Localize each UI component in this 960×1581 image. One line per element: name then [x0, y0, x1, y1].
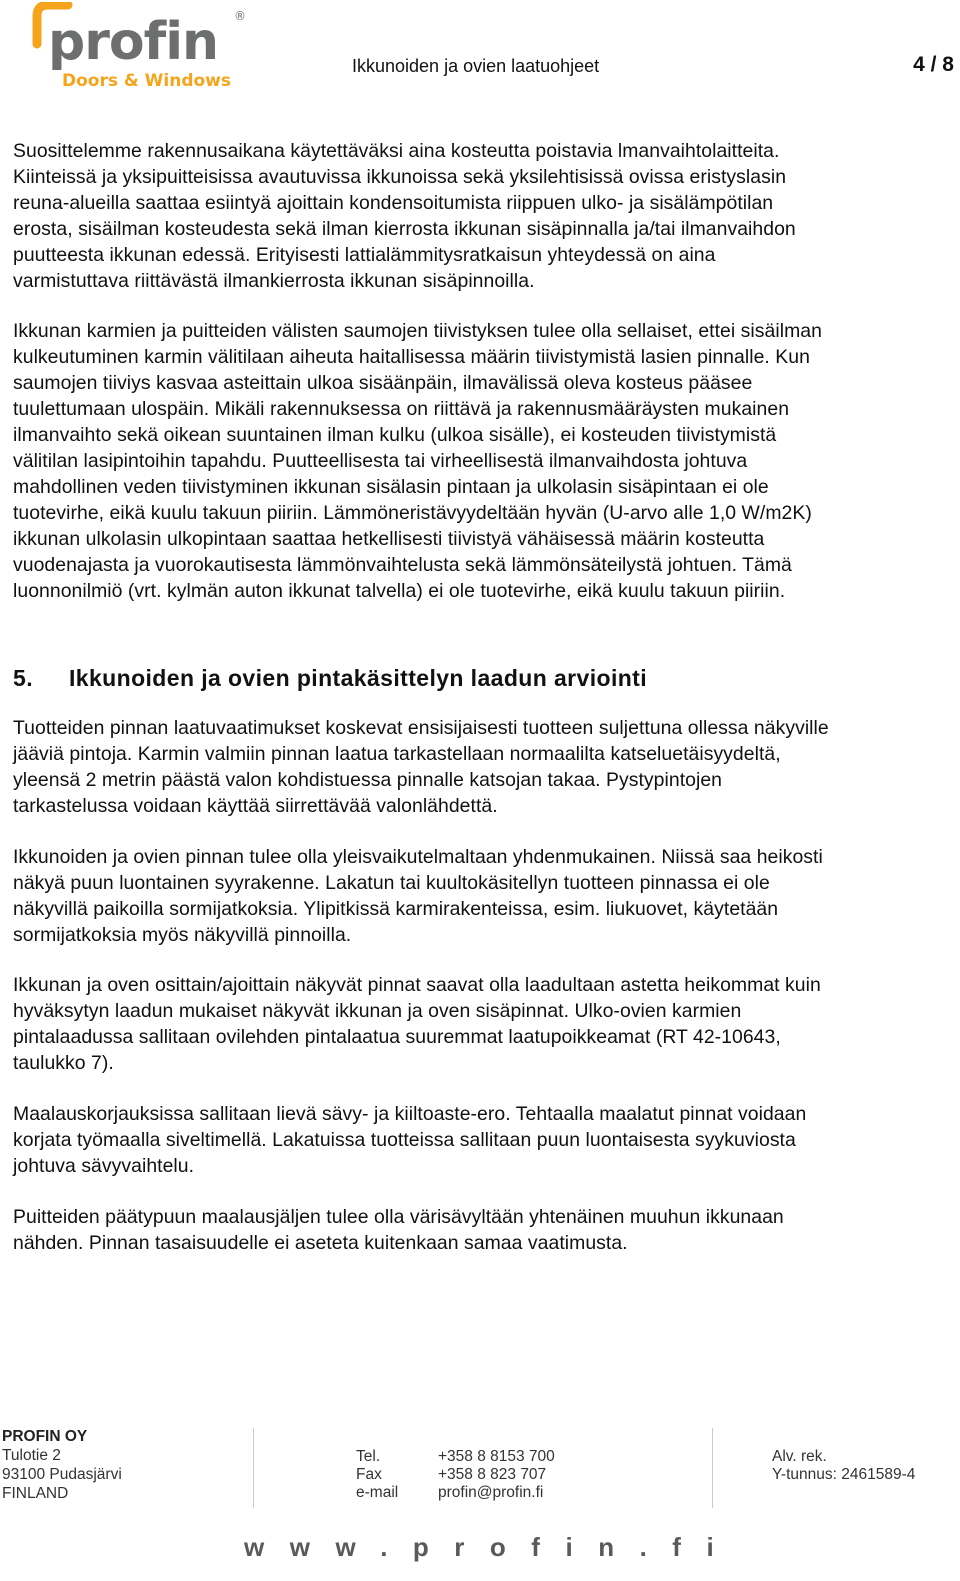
svg-text:profin: profin	[48, 12, 219, 72]
text-line: erosta, sisäilman kosteudesta sekä ilman kierrosta ikkunan sisäpinnalla ja/tai ilmanvaihdon	[13, 218, 796, 240]
business-id: Y-tunnus: 2461589-4	[772, 1466, 916, 1483]
text-line: vuodenajasta ja vuorokautisesta lämmönvaihtelusta sekä lämmönsäteilystä johtuen. Tämä	[13, 554, 792, 576]
footer-contact-values	[438, 1448, 555, 1502]
text-line: Maalauskorjauksissa sallitaan lievä sävy- ja kiiltoaste-ero. Tehtaalla maalatut pinnat voidaan	[13, 1103, 807, 1125]
text-line: mahdollinen veden tiivistyminen ikkunan sisälasin pintaan ja ulkolasin sisäpintaan ei ole	[13, 476, 769, 498]
paragraph-condensation	[13, 318, 958, 604]
text-line: johtuva sävyvaihtelu.	[13, 1155, 195, 1177]
text-line: reuna-alueilla saattaa esiintyä ajoittain kondensoitumista riippuen ulko- ja sisälämpötilan	[13, 192, 774, 214]
address-line: FINLAND	[2, 1485, 69, 1502]
text-line: taulukko 7).	[13, 1052, 114, 1074]
text-line: sormijatkoksia myös näkyvillä pinnoilla.	[13, 924, 352, 946]
text-line: yleensä 2 metrin päästä valon kohdistuessa pinnalle katsojan takaa. Pystypintojen	[13, 769, 723, 791]
footer-divider	[712, 1428, 713, 1508]
text-line: Ikkunoiden ja ovien pinnan tulee olla yleisvaikutelmaltaan yhdenmukainen. Niissä saa heikosti	[13, 846, 823, 868]
paragraph-end-grain	[13, 1204, 958, 1256]
paragraph-ventilation	[13, 138, 958, 294]
paragraph-paint-repairs	[13, 1101, 958, 1179]
text-line: Kiinteissä ja yksipuitteisissa avautuvissa ikkunoissa sekä yksilehtisissä ovissa eristyslasin	[13, 166, 787, 188]
paragraph-uniform-appearance	[13, 844, 958, 948]
text-line: hyväksytyn laadun mukaiset näkyvät ikkunan ja oven sisäpinnat. Ulko-ovien karmien	[13, 1000, 742, 1022]
text-line: tarkastelussa voidaan käyttää siirrettävää valonlähdettä.	[13, 795, 498, 817]
phone-number: +358 8 8153 700	[438, 1448, 555, 1465]
profin-logo	[22, 2, 247, 94]
footer-contact-labels	[356, 1448, 398, 1502]
text-line: Suosittelemme rakennusaikana käytettäväksi aina kosteutta poistavia lmanvaihtolaitteita.	[13, 140, 780, 162]
vat-label: Alv. rek.	[772, 1448, 827, 1465]
text-line: jääviä pintoja. Karmin valmiin pinnan laatua tarkastellaan normaalilta katseluetäisyydeltä,	[13, 743, 781, 765]
section-title: Ikkunoiden ja ovien pintakäsittelyn laadun arviointi	[69, 665, 648, 691]
footer-tax-info	[772, 1448, 915, 1484]
footer-address	[2, 1446, 122, 1503]
section-heading	[13, 665, 647, 692]
document-title: Ikkunoiden ja ovien laatuohjeet	[352, 56, 600, 76]
text-line: korjata työmaalla siveltimellä. Lakatuissa tuotteissa sallitaan puun luontaisesta syykuviosta	[13, 1129, 796, 1151]
text-line: pintalaadussa sallitaan ovilehden pintalaatua suuremmat laatupoikkeamat (RT 42-10643,	[13, 1026, 781, 1048]
text-line: näkyvillä paikoilla sormijatkoksia. Ylipitkissä karmirakenteissa, esim. liukuovet, käytetään	[13, 898, 779, 920]
paragraph-quality-requirements	[13, 715, 958, 819]
text-line: saumojen tiiviys kasvaa asteittain ulkoa sisäänpäin, ilmavälissä oleva kosteus pääsee	[13, 372, 753, 394]
text-line: puutteesta ikkunan edessä. Erityisesti lattialämmitysratkaisun yhteydessä on aina	[13, 244, 716, 266]
contact-label: Fax	[356, 1466, 382, 1483]
text-line: ilmanvaihto sekä oikean suuntainen ilman kulku (ulkoa sisälle), ei kosteuden tiivistymistä	[13, 424, 777, 446]
page-number: 4 / 8	[913, 53, 954, 76]
text-line: näkyä puun luontainen syyrakenne. Lakatun tai kuultokäsitellyn tuotteen pinnassa ei ole	[13, 872, 770, 894]
text-line: ikkunan ulkolasin ulkopintaan saattaa hetkellisesti tiivistyä vähäisessä määrin kosteutta	[13, 528, 765, 550]
text-line: luonnonilmiö (vrt. kylmän auton ikkunat talvella) ei ole tuotevirhe, eikä kuulu takuun piiriin.	[13, 580, 786, 602]
section-number: 5.	[13, 665, 33, 691]
text-line: Ikkunan karmien ja puitteiden välisten saumojen tiivistyksen tulee olla sellaiset, ettei sisäilman	[13, 320, 822, 342]
website-link[interactable]: www.profin.fi	[244, 1532, 740, 1562]
text-line: Puitteiden päätypuun maalausjäljen tulee olla värisävyltään yhtenäinen muuhun ikkunaan	[13, 1206, 784, 1228]
address-line: Tulotie 2	[2, 1447, 61, 1464]
text-line: nähden. Pinnan tasaisuudelle ei aseteta kuitenkaan samaa vaatimusta.	[13, 1232, 628, 1254]
svg-text:Doors & Windows: Doors & Windows	[62, 71, 231, 91]
email-address[interactable]: profin@profin.fi	[438, 1484, 544, 1501]
address-line: 93100 Pudasjärvi	[2, 1466, 122, 1483]
text-line: Tuotteiden pinnan laatuvaatimukset koskevat ensisijaisesti tuotteen suljettuna ollessa näkyville	[13, 717, 829, 739]
paragraph-partial-surfaces	[13, 972, 958, 1076]
footer-company-name: PROFIN OY	[2, 1428, 88, 1445]
svg-text:®: ®	[234, 9, 246, 23]
text-line: tuotevirhe, eikä kuulu takuun piiriin. Lämmöneristävyydeltään hyvän (U-arvo alle 1,0 W/m2K)	[13, 502, 812, 524]
contact-label: e-mail	[356, 1484, 399, 1501]
text-line: tuulettumaan ulospäin. Mikäli rakennuksessa on riittävä ja rakennusmääräysten mukainen	[13, 398, 790, 420]
text-line: varmistuttava riittävästä ilmankierrosta ikkunan sisäpinnoilla.	[13, 270, 535, 292]
text-line: välitilan lasipintoihin tapahdu. Puutteellisesta tai virheellisestä ilmanvaihdosta johtuva	[13, 450, 748, 472]
text-line: Ikkunan ja oven osittain/ajoittain näkyvät pinnat saavat olla laadultaan astetta heikommat kuin	[13, 974, 821, 996]
footer-divider	[253, 1428, 254, 1508]
contact-label: Tel.	[356, 1448, 381, 1465]
fax-number: +358 8 823 707	[438, 1466, 547, 1483]
text-line: kulkeutuminen karmin välitilaan aiheuta haitallisessa määrin tiivistymistä lasien pinnalle. Kun	[13, 346, 810, 368]
